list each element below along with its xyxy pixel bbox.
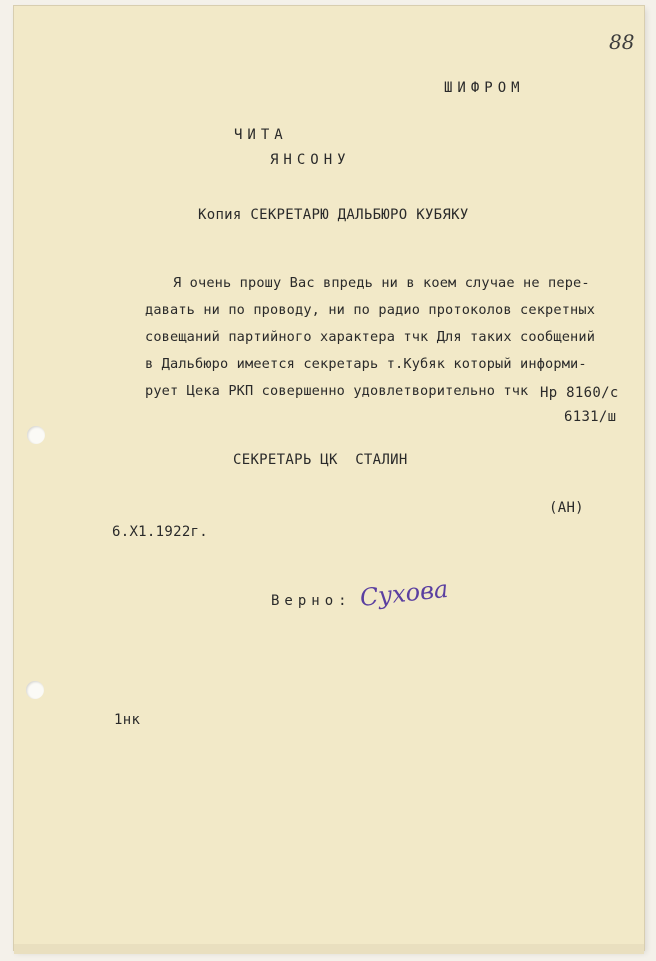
- body-line-2: давать ни по проводу, ни по радио протоколов секретных: [145, 302, 596, 318]
- document-date: 6.Х1.1922г.: [112, 524, 209, 540]
- certified-label: Верно:: [271, 593, 352, 609]
- punch-hole-lower: [26, 681, 44, 699]
- sender-signature-line: СЕКРЕТАРЬ ЦК СТАЛИН: [233, 452, 408, 468]
- cipher-mark: ШИФРОМ: [444, 80, 525, 96]
- body-line-5: рует Цека РКП совершенно удовлетворительно тчк: [145, 383, 529, 399]
- document-sheet: [14, 6, 644, 950]
- destination-city: ЧИТА: [234, 127, 288, 143]
- sheet-edge: [14, 944, 644, 954]
- page-number: 88: [609, 30, 635, 54]
- body-line-3: совещаний партийного характера тчк Для таких сообщений: [145, 329, 596, 345]
- punch-hole-upper: [27, 426, 45, 444]
- body-line-1: Я очень прошу Вас впредь ни в коем случае не пере-: [173, 275, 590, 291]
- reference-number-2: 6131/ш: [564, 409, 617, 425]
- typist-initials: (АН): [549, 500, 584, 516]
- body-line-4: в Дальбюро имеется секретарь т.Кубяк который информи-: [145, 356, 587, 372]
- reference-number: Нр 8160/с: [540, 385, 619, 401]
- addressee: ЯНСОНУ: [270, 152, 351, 168]
- copy-line: Копия СЕКРЕТАРЮ ДАЛЬБЮРО КУБЯКУ: [198, 207, 469, 223]
- typist-mark: 1нк: [114, 712, 141, 728]
- certifier-signature: Сухова: [358, 574, 450, 612]
